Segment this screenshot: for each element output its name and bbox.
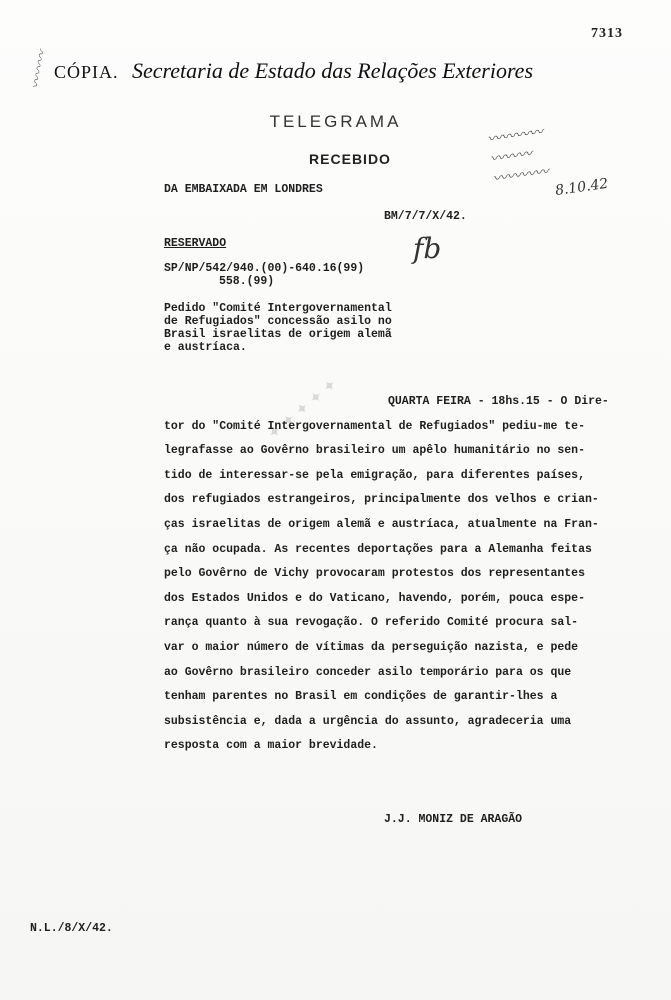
body-line: var o maior número de vítimas da perseguição nazista, e pede (164, 640, 579, 654)
body-line: dos refugiados estrangeiros, principalmente dos velhos e crian- (164, 493, 599, 507)
classification-label: RESERVADO (164, 237, 227, 250)
telegram-reference: BM/7/7/X/42. (384, 210, 467, 223)
letterhead (54, 58, 533, 84)
body-line: ao Govêrno brasileiro conceder asilo temporário para os que (164, 665, 572, 679)
body-line: ça não ocupada. As recentes deportações para a Alemanha feitas (164, 542, 592, 556)
subject-block (164, 302, 392, 354)
body-line: resposta com a maior brevidade. (164, 739, 378, 753)
copy-mark: CÓPIA. (54, 62, 119, 82)
annotation-date: 8.10.42 (554, 175, 610, 200)
body-line: rança quanto à sua revogação. O referido Comité procura sal- (164, 616, 579, 630)
status-label: RECEBIDO (309, 151, 391, 167)
annotation-scribble-3: 〰〰〰〰 (491, 163, 550, 188)
document-type: TELEGRAMA (269, 112, 402, 131)
signature: J.J. MONIZ DE ARAGÃO (384, 813, 523, 826)
annotation-scribble-2: 〰〰〰 (489, 146, 533, 168)
subject-line: Pedido "Comité Intergovernamental (164, 302, 392, 315)
message-body (164, 390, 634, 759)
watermark: ✦ ✦ ✦ ✦ ✦ (264, 375, 341, 444)
body-line: tido de interessar-se pela emigração, para diferentes países, (164, 468, 585, 482)
body-line: QUARTA FEIRA - 18hs.15 - O Dire- (388, 395, 609, 408)
file-code-line-1: SP/NP/542/940.(00)-640.16(99) (164, 262, 365, 275)
footer-reference: N.L./8/X/42. (30, 922, 113, 935)
body-line: pelo Govêrno de Vichy provocaram protestos dos representantes (164, 567, 585, 581)
subject-line: e austríaca. (164, 341, 247, 354)
handwritten-initials: fb (413, 232, 442, 265)
sender-line: DA EMBAIXADA EM LONDRES (164, 183, 323, 196)
subject-line: Brasil israelitas de origem alemã (164, 328, 392, 341)
body-line: tenham parentes no Brasil em condições de garantir-lhes a (164, 690, 558, 704)
body-line: legrafasse ao Govêrno brasileiro um apêlo humanitário no sen- (164, 444, 585, 458)
annotation-scribble: 〰〰〰〰 (486, 124, 545, 148)
subject-line: de Refugiados" concessão asilo no (164, 315, 392, 328)
body-line: ças israelitas de origem alemã e austríaca, atualmente na Fran- (164, 517, 599, 531)
file-code-line-2: 558.(99) (219, 275, 275, 288)
body-line: subsistência e, dada a urgência do assunto, agradeceria uma (164, 714, 572, 728)
page-number: 7313 (591, 26, 623, 41)
body-line: dos Estados Unidos e do Vaticano, havendo, porém, pouca espe- (164, 591, 585, 605)
body-line: tor do "Comité Intergovernamental de Refugiados" pediu-me te- (164, 419, 585, 433)
margin-handwriting: 〰〰〰 (28, 49, 51, 91)
ministry-title: Secretaria de Estado das Relações Exteriores (132, 58, 534, 83)
